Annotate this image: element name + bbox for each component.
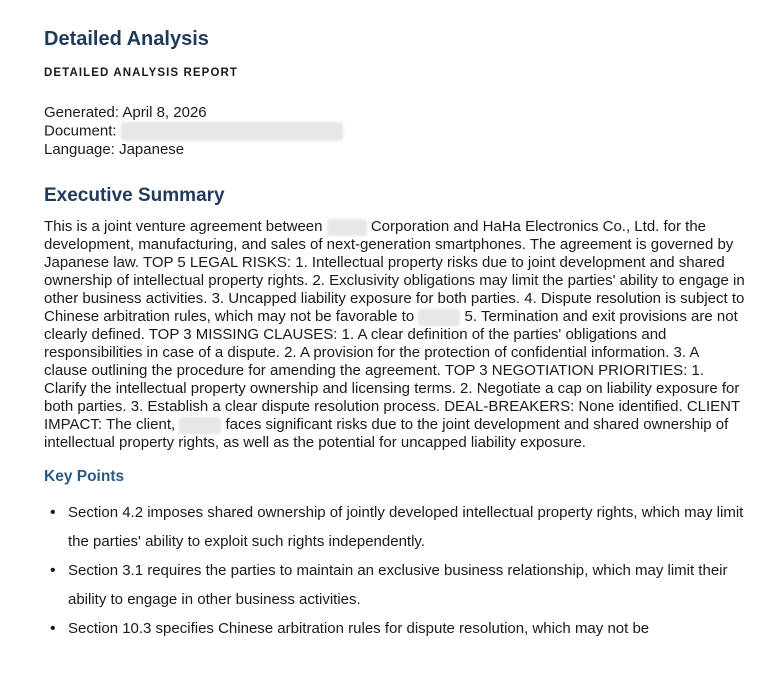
report-metadata — [44, 104, 744, 159]
language-label: Language: — [44, 141, 115, 158]
summary-part-2: Corporation and HaHa Electronics Co., Ltd. for the development, manufacturing, and sales of next-generation smartphones. The agreement is governed by Japanese law. TOP 5 LEGAL RISKS: 1. Intellectual property risks due to joint development and shared ownership of intellectual property rights. 2. Exclusivity obligations may limit the parties' ability to engage in other business activities. 3. Uncapped liability exposure for both parties. 4. Dispute resolution is subject to Chinese arbitration rules, which may not be favorable to — [44, 218, 745, 325]
executive-summary-heading: Executive Summary — [44, 185, 225, 206]
key-points-list — [44, 498, 758, 643]
key-points-heading: Key Points — [44, 468, 125, 485]
page-title: Detailed Analysis — [44, 28, 209, 50]
generated-label: Generated: — [44, 104, 120, 121]
report-subtitle: DETAILED ANALYSIS REPORT — [44, 67, 239, 79]
summary-part-4: faces significant risks due to the joint development and shared ownership of intellectual property rights, as well as the potential for uncapped liability exposure. — [44, 416, 729, 451]
summary-part-3: 5. Termination and exit provisions are not clearly defined. TOP 3 MISSING CLAUSES: 1. A clear definition of the parties' obligations and responsibilities in case of a dispute. 2. A provision for the protection of confidential information. 3. A clause outlining the procedure for amending the agreement. TOP 3 NEGOTIATION PRIORITIES: 1. Clarify the intellectual property ownership and licensing terms. 2. Negotiate a cap on liability exposure for both parties. 3. Establish a clear dispute resolution process. DEAL-BREAKERS: None identified. CLIENT IMPACT: The client, — [44, 308, 740, 433]
generated-value: April 8, 2026 — [122, 104, 207, 121]
list-item: • Section 4.2 imposes shared ownership of jointly developed intellectual property rights, which may limit the parties' ability to exploit such rights independently. — [68, 498, 758, 556]
list-item: • Section 3.1 requires the parties to maintain an exclusive business relationship, which may limit their ability to engage in other business activities. — [68, 556, 758, 614]
generated-row — [44, 104, 744, 122]
language-value: Japanese — [119, 141, 185, 158]
redacted-party-name-2 — [418, 309, 460, 326]
language-row — [44, 141, 744, 159]
document-label: Document: — [44, 122, 117, 140]
redacted-client-name — [179, 417, 221, 434]
document-row — [44, 122, 744, 141]
executive-summary-text — [44, 218, 746, 452]
list-item: • Section 10.3 specifies Chinese arbitration rules for dispute resolution, which may not be — [68, 614, 758, 643]
redacted-party-name — [327, 219, 367, 236]
summary-part-1: This is a joint venture agreement between — [44, 218, 323, 235]
redacted-document-name — [121, 122, 343, 141]
